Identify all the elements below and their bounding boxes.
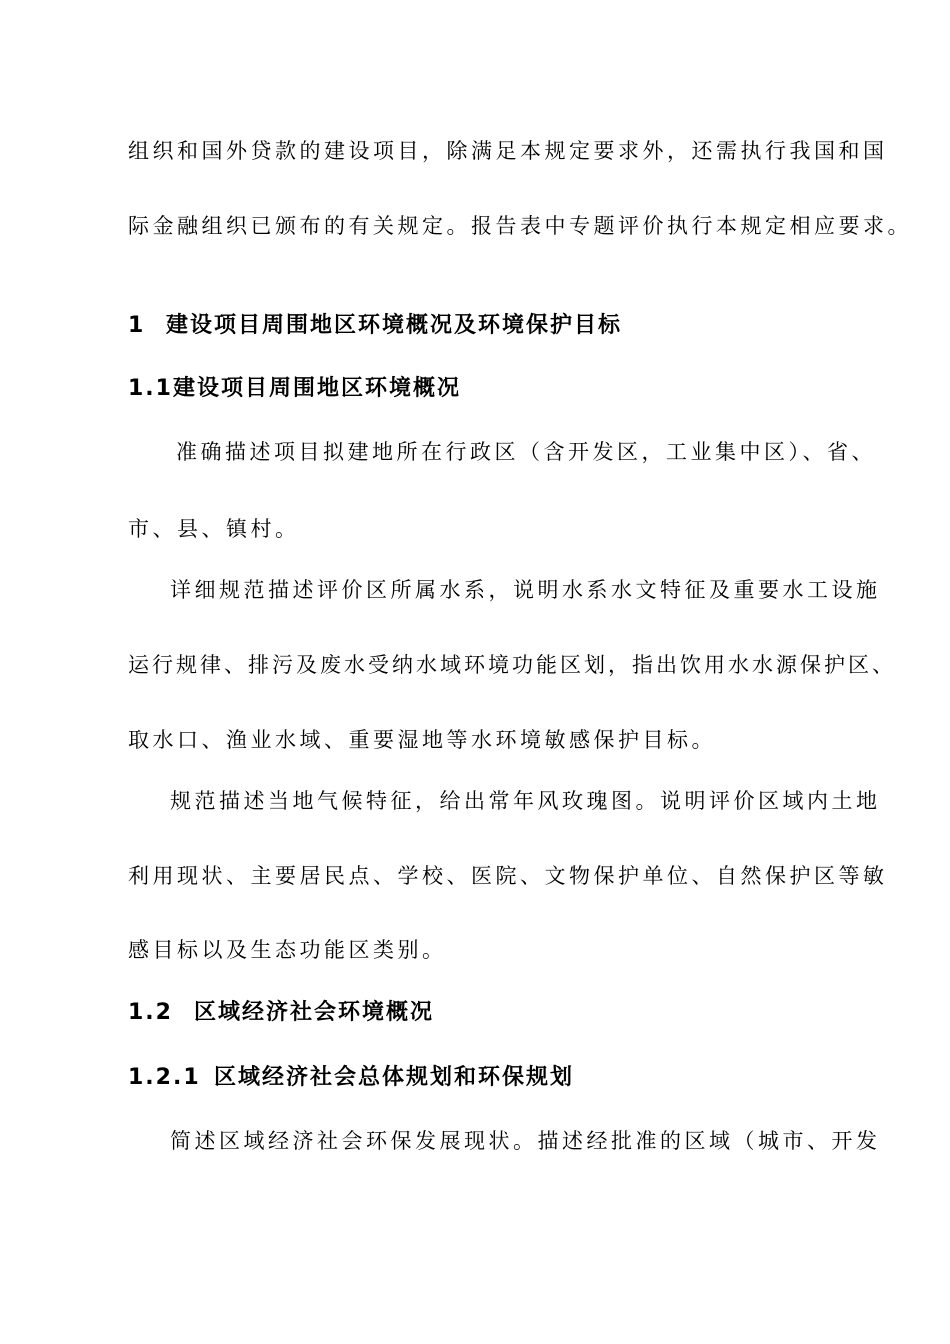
paragraph-admin-line-1: 准确描述项目拟建地所在行政区（含开发区，工业集中区）、省、	[176, 440, 876, 464]
heading-1-1	[128, 374, 461, 404]
paragraph-intro-line-1: 组织和国外贷款的建设项目，除满足本规定要求外，还需执行我国和国	[128, 139, 888, 163]
paragraph-climate-line-1: 规范描述当地气候特征，给出常年风玫瑰图。说明评价区域内土地	[170, 789, 881, 813]
heading-1	[128, 311, 622, 341]
heading-1-1-title: 建设项目周围地区环境概况	[172, 376, 461, 401]
paragraph-climate-line-2: 利用现状、主要居民点、学校、医院、文物保护单位、自然保护区等敏	[128, 864, 888, 888]
paragraph-water-line-2: 运行规律、排污及废水受纳水域环境功能区划，指出饮用水水源保护区、	[128, 653, 896, 677]
heading-1-2-1-number: 1.2.1	[128, 1065, 201, 1090]
heading-1-2-number: 1.2	[128, 1000, 173, 1025]
paragraph-water-line-3: 取水口、渔业水域、重要湿地等水环境敏感保护目标。	[128, 728, 716, 752]
heading-1-number: 1	[128, 313, 146, 338]
paragraph-econ-line-1: 简述区域经济社会环保发展现状。描述经批准的区域（城市、开发	[170, 1129, 881, 1153]
heading-1-1-number: 1.1	[128, 376, 173, 401]
heading-1-title: 建设项目周围地区环境概况及环境保护目标	[166, 313, 623, 338]
heading-1-2	[128, 998, 434, 1028]
paragraph-intro-line-2: 际金融组织已颁布的有关规定。报告表中专题评价执行本规定相应要求。	[128, 214, 912, 238]
heading-1-2-1	[128, 1063, 574, 1093]
paragraph-climate-line-3: 感目标以及生态功能区类别。	[128, 938, 447, 962]
paragraph-water-line-1: 详细规范描述评价区所属水系，说明水系水文特征及重要水工设施	[170, 578, 881, 602]
heading-1-2-title: 区域经济社会环境概况	[194, 1000, 435, 1025]
heading-1-2-1-title: 区域经济社会总体规划和环保规划	[214, 1065, 575, 1090]
paragraph-admin-line-2: 市、县、镇村。	[128, 517, 300, 541]
